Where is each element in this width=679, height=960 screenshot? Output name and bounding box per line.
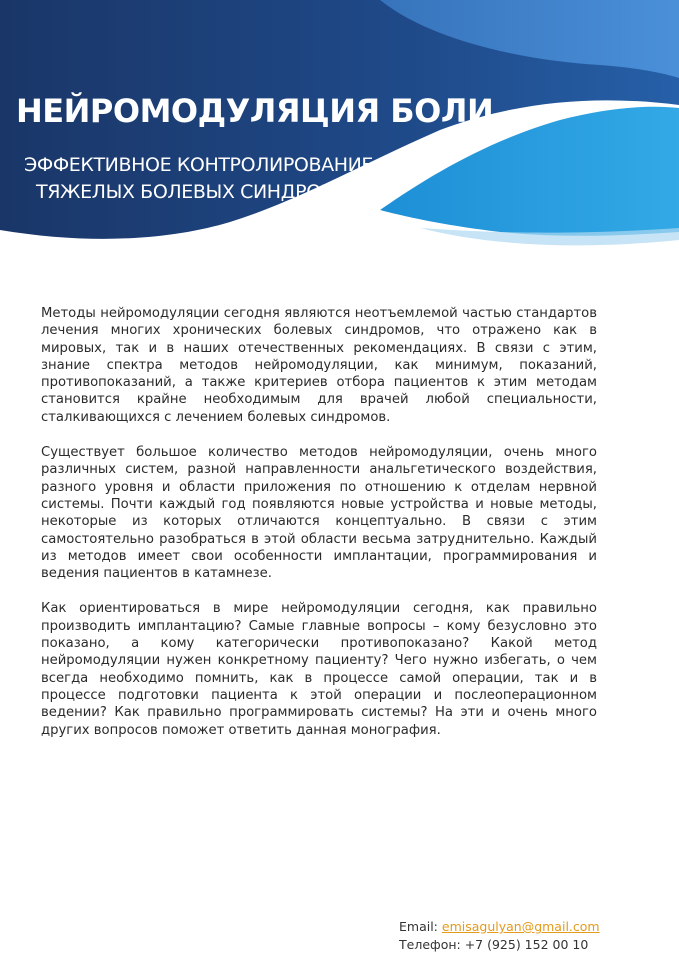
paragraph-2: Существует большое количество методов нейромодуляции, очень много различных систем, разной направленности анальгетического воздействия, разного уровня и области приложения по отношению к отделам нервной системы. Почти каждый год появляются новые устройства и новые методы, некоторые из которых отличаются концептуально. В связи с этим самостоятельно разобраться в этой области весьма затруднительно. Каждый из методов имеет свои особенности имплантации, программирования и ведения пациентов в катамнезе. [41,445,597,582]
paragraph-1: Методы нейромодуляции сегодня являются неотъемлемой частью стандартов лечения многих хронических болевых синдромов, что отражено как в мировых, так и в наших отечественных рекомендациях. В связи с этим, знание спектра методов нейромодуляции, как минимум, показаний, противопоказаний, а также критериев отбора пациентов к этим методам становится крайне необходимым для врачей любой специальности, сталкивающихся с лечением болевых синдромов. [41,306,597,425]
email-line [399,918,600,936]
email-label: Email: [399,919,442,934]
phone-line: Телефон: +7 (925) 152 00 10 [399,937,589,952]
contacts-block [399,918,600,954]
email-link[interactable]: emisagulyan@gmail.com [441,919,600,934]
page-title: НЕЙРОМОДУЛЯЦИЯ БОЛИ [16,92,494,130]
paragraph-3: Как ориентироваться в мире нейромодуляции сегодня, как правильно производить имплантацию? Самые главные вопросы – кому безусловно это показано, а кому категорически противопоказано? Какой метод нейромодуляции нужен конкретному пациенту? Чего нужно избегать, о чем всегда необходимо помнить, как в процессе самой операции, так и в процессе подготовки пациента к этой операции и послеоперационном ведении? Как правильно программировать системы? На эти и очень много других вопросов поможет ответить данная монография. [41,601,597,738]
body-text [41,305,597,757]
header-wave-banner [0,0,679,270]
page-subtitle [24,152,373,206]
subtitle-line-2: ТЯЖЕЛЫХ БОЛЕВЫХ СИНДРОМОВ [36,181,364,203]
subtitle-line-1: ЭФФЕКТИВНОЕ КОНТРОЛИРОВАНИЕ [24,154,374,176]
